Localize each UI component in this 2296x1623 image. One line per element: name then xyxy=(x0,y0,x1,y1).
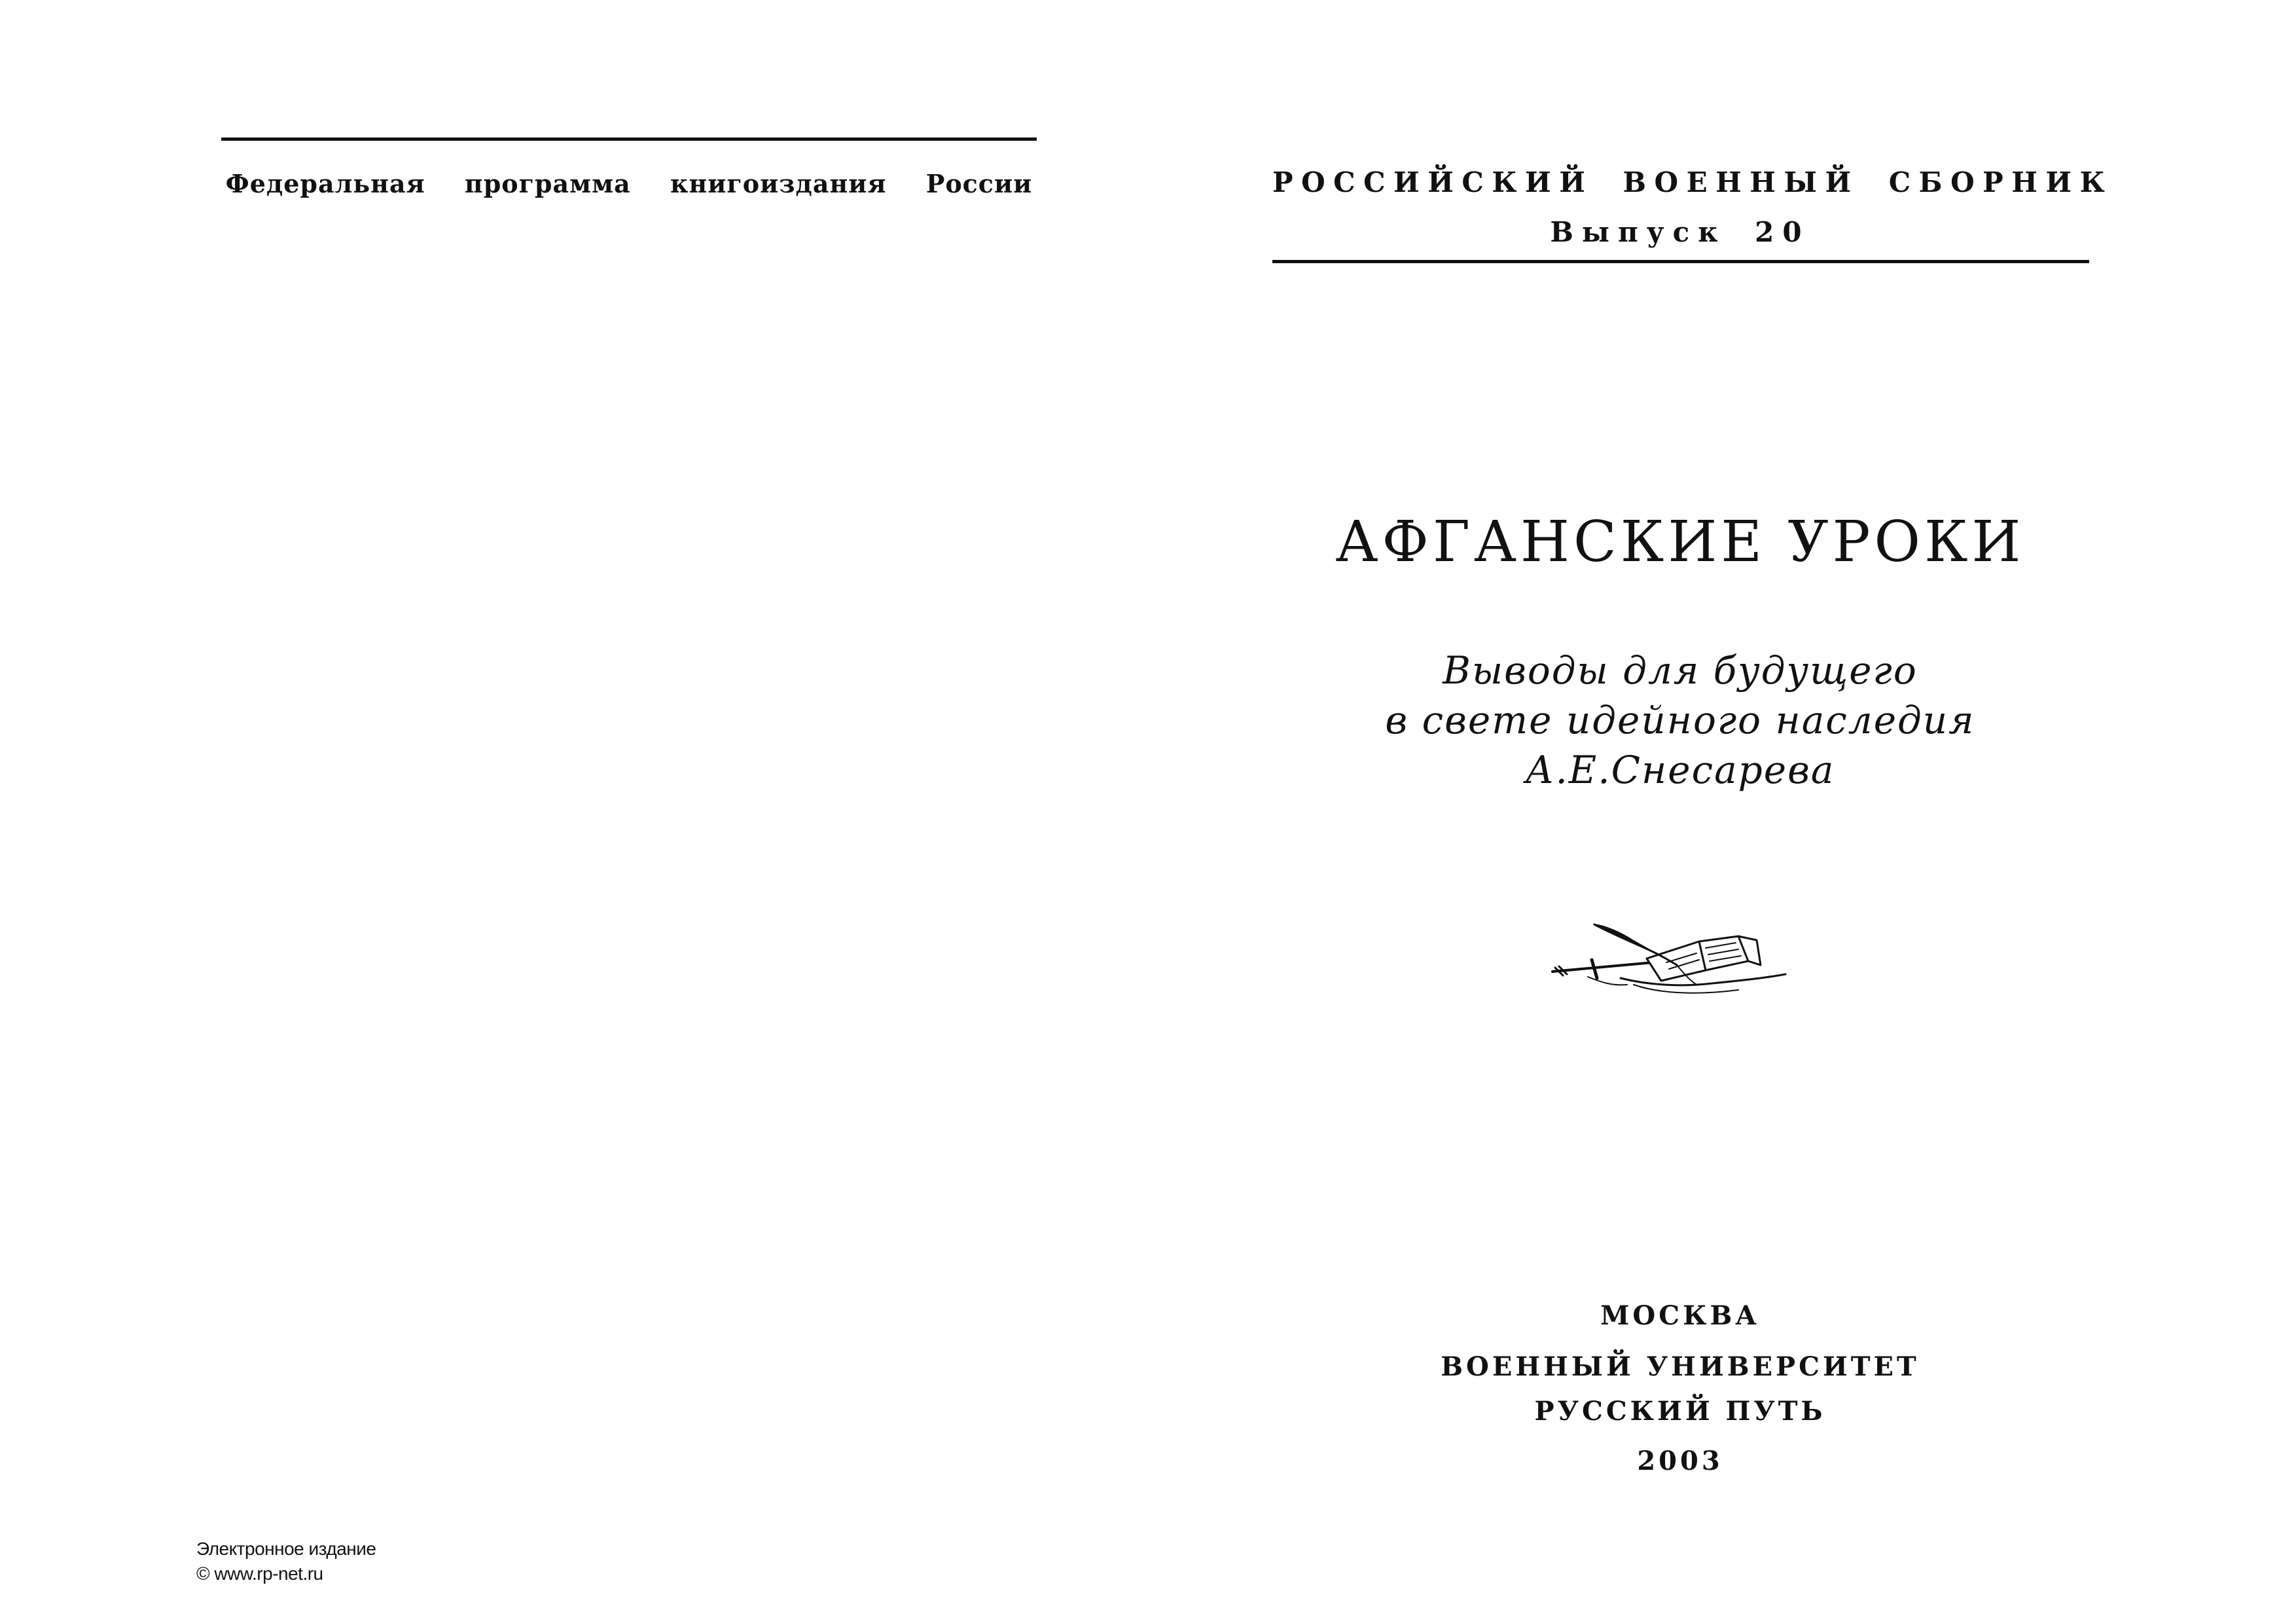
issue-number: Выпуск 20 xyxy=(1550,216,1810,248)
imprint-publisher: РУССКИЙ ПУТЬ xyxy=(1534,1396,1826,1427)
left-top-rule xyxy=(221,137,1037,141)
quill-book-sword-icon xyxy=(1549,922,1791,1000)
subtitle-line: в свете идейного наследия xyxy=(1385,698,1975,742)
imprint-publisher: ВОЕННЫЙ УНИВЕРСИТЕТ xyxy=(1441,1351,1920,1382)
imprint-year: 2003 xyxy=(1637,1446,1723,1476)
subtitle-line: А.Е.Снесарева xyxy=(1525,748,1835,792)
series-title: РОССИЙСКИЙ ВОЕННЫЙ СБОРНИК xyxy=(1272,166,2113,198)
federal-program-label: Федеральная программа книгоиздания России xyxy=(225,169,1033,198)
book-title: АФГАНСКИЕ УРОКИ xyxy=(1335,509,2025,575)
electronic-edition-note: Электронное издание xyxy=(196,1539,376,1559)
imprint-city: МОСКВА xyxy=(1600,1300,1760,1331)
right-top-rule xyxy=(1272,260,2089,263)
copyright-url: © www.rp-net.ru xyxy=(196,1563,323,1584)
subtitle-line: Выводы для будущего xyxy=(1443,648,1918,693)
